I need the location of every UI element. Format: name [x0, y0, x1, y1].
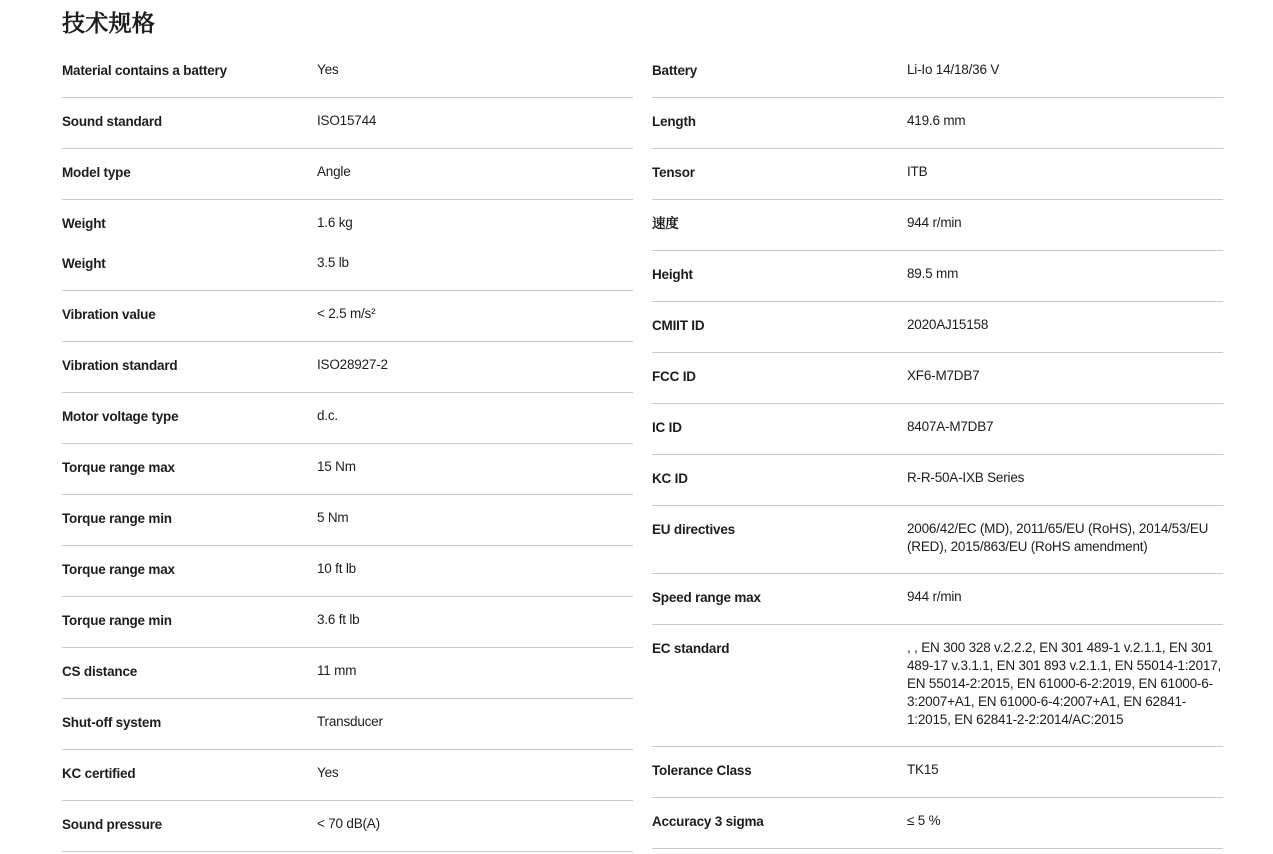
spec-value: XF6-M7DB7	[907, 368, 980, 383]
spec-entry	[62, 112, 633, 131]
spec-label: Sound standard	[62, 114, 162, 129]
spec-entry	[62, 305, 633, 324]
spec-row	[62, 342, 633, 393]
spec-entry	[652, 588, 1223, 607]
spec-value: 2020AJ15158	[907, 317, 989, 332]
spec-value: 1.6 kg	[317, 215, 353, 230]
spec-row	[62, 801, 633, 852]
spec-value: Li-Io 14/18/36 V	[907, 62, 1000, 77]
spec-entry	[652, 418, 1223, 437]
spec-row	[62, 648, 633, 699]
spec-row	[62, 750, 633, 801]
spec-label: EC standard	[652, 641, 730, 656]
spec-entry	[652, 265, 1223, 284]
spec-value: d.c.	[317, 408, 338, 423]
spec-row	[652, 404, 1223, 455]
spec-row	[62, 149, 633, 200]
spec-entry	[62, 815, 633, 834]
spec-value: < 2.5 m/s²	[317, 306, 376, 321]
spec-value: ISO15744	[317, 113, 377, 128]
spec-row	[62, 291, 633, 342]
spec-value: Yes	[317, 765, 339, 780]
spec-value: Yes	[317, 62, 339, 77]
spec-entry	[652, 163, 1223, 182]
spec-row	[652, 149, 1223, 200]
spec-label: IC ID	[652, 420, 682, 435]
spec-value: 944 r/min	[907, 215, 962, 230]
spec-row	[652, 47, 1223, 98]
spec-entry	[62, 611, 633, 630]
spec-label: Vibration value	[62, 307, 156, 322]
spec-entry	[62, 560, 633, 579]
spec-label: Material contains a battery	[62, 63, 227, 78]
spec-value: Angle	[317, 164, 351, 179]
spec-tables	[62, 47, 1223, 852]
spec-label: Height	[652, 267, 693, 282]
spec-label: Torque range min	[62, 613, 172, 628]
spec-row	[652, 747, 1223, 798]
spec-row	[652, 353, 1223, 404]
spec-entry	[62, 214, 633, 233]
spec-entry	[652, 367, 1223, 386]
spec-entry	[62, 509, 633, 528]
spec-entry	[62, 163, 633, 182]
spec-value: TK15	[907, 762, 939, 777]
spec-row	[62, 597, 633, 648]
spec-value: 3.6 ft lb	[317, 612, 360, 627]
spec-label: Tensor	[652, 165, 695, 180]
spec-label: Torque range min	[62, 511, 172, 526]
spec-label: Length	[652, 114, 696, 129]
spec-entry	[62, 764, 633, 783]
spec-value: 419.6 mm	[907, 113, 966, 128]
spec-row	[62, 393, 633, 444]
spec-value: < 70 dB(A)	[317, 816, 380, 831]
spec-row	[62, 495, 633, 546]
spec-entry	[652, 639, 1223, 729]
spec-row	[652, 455, 1223, 506]
spec-entry	[652, 469, 1223, 488]
spec-row	[62, 444, 633, 495]
spec-value: 5 Nm	[317, 510, 349, 525]
spec-entry	[652, 761, 1223, 780]
spec-row	[652, 506, 1223, 574]
spec-entry	[62, 662, 633, 681]
spec-row	[652, 200, 1223, 251]
spec-label: Shut-off system	[62, 715, 162, 730]
spec-label: Sound pressure	[62, 817, 162, 832]
spec-value: Transducer	[317, 714, 383, 729]
spec-value: R-R-50A-IXB Series	[907, 470, 1025, 485]
spec-value: 11 mm	[317, 663, 357, 678]
spec-entry	[62, 356, 633, 375]
spec-entry	[62, 61, 633, 80]
spec-label: FCC ID	[652, 369, 696, 384]
spec-label: Accuracy 3 sigma	[652, 814, 764, 829]
spec-value: ≤ 5 %	[907, 813, 941, 828]
spec-label: KC certified	[62, 766, 136, 781]
spec-value: , , EN 300 328 v.2.2.2, EN 301 489-1 v.2.1.1, EN 301 489-17 v.3.1.1, EN 301 893 v.2.1.1, EN 55014-1:2017, EN 55014-2:2015, EN 61000-6-2:2019, EN 61000-6-3:2007+A1, EN 61000-6-4:2007+A1, EN 62841-1:2015, EN 62841-2-2:2014/AC:2015	[907, 640, 1222, 727]
spec-label: Torque range max	[62, 562, 175, 577]
spec-label: Motor voltage type	[62, 409, 179, 424]
spec-entry	[62, 254, 633, 273]
spec-row	[652, 625, 1223, 747]
spec-value: 15 Nm	[317, 459, 356, 474]
spec-entry	[652, 520, 1223, 556]
spec-label: 速度	[652, 216, 679, 231]
spec-value: 8407A-M7DB7	[907, 419, 994, 434]
spec-value: 944 r/min	[907, 589, 962, 604]
spec-label: Weight	[62, 216, 106, 231]
spec-entry	[62, 407, 633, 426]
spec-label: Speed range max	[652, 590, 761, 605]
spec-entry	[652, 214, 1223, 233]
spec-label: Vibration standard	[62, 358, 178, 373]
page-title: 技术规格	[62, 10, 156, 36]
spec-value: ITB	[907, 164, 928, 179]
spec-row	[62, 699, 633, 750]
spec-entry	[652, 812, 1223, 831]
spec-value: ISO28927-2	[317, 357, 388, 372]
spec-label: Torque range max	[62, 460, 175, 475]
spec-value: 2006/42/EC (MD), 2011/65/EU (RoHS), 2014/53/EU (RED), 2015/863/EU (RoHS amendment)	[907, 521, 1209, 554]
spec-label: CMIIT ID	[652, 318, 705, 333]
spec-table-left	[62, 47, 633, 852]
spec-value: 3.5 lb	[317, 255, 349, 270]
spec-label: EU directives	[652, 522, 735, 537]
spec-label: Weight	[62, 256, 106, 271]
spec-row	[652, 798, 1223, 849]
spec-row	[62, 47, 633, 98]
spec-value: 10 ft lb	[317, 561, 356, 576]
spec-row	[652, 251, 1223, 302]
spec-table-right	[652, 47, 1223, 849]
spec-label: Battery	[652, 63, 698, 78]
spec-label: Tolerance Class	[652, 763, 752, 778]
spec-value: 89.5 mm	[907, 266, 959, 281]
spec-label: Model type	[62, 165, 131, 180]
spec-entry	[652, 112, 1223, 131]
spec-row	[652, 302, 1223, 353]
spec-row	[62, 98, 633, 149]
spec-label: CS distance	[62, 664, 138, 679]
spec-entry	[62, 713, 633, 732]
spec-entry	[652, 316, 1223, 335]
spec-entry	[62, 458, 633, 477]
spec-row	[62, 546, 633, 597]
spec-entry	[652, 61, 1223, 80]
spec-row	[62, 200, 633, 291]
spec-row	[652, 574, 1223, 625]
spec-row	[652, 98, 1223, 149]
spec-label: KC ID	[652, 471, 688, 486]
